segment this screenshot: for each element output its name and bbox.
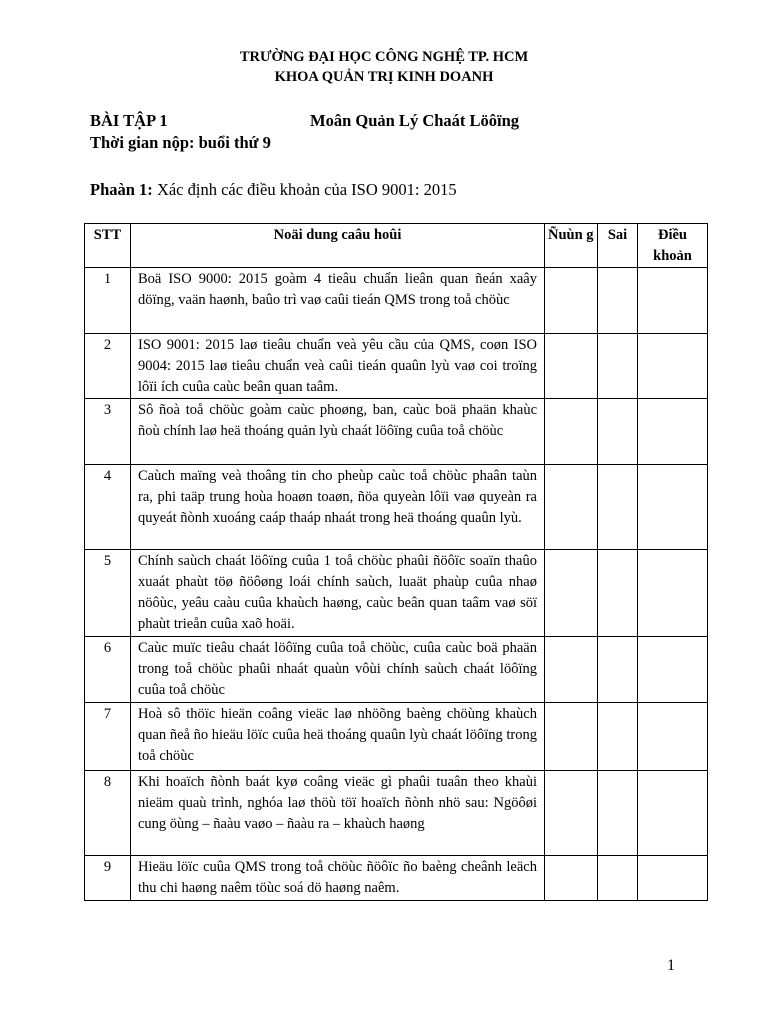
table-row: [85, 703, 708, 771]
part1-label: Phaàn 1:: [90, 180, 153, 199]
true-cell: [545, 550, 598, 637]
header-true: Ñuùn g: [545, 224, 598, 268]
true-cell: [545, 465, 598, 550]
true-cell: [545, 334, 598, 399]
table-row: [85, 856, 708, 901]
row-number: 1: [85, 268, 131, 334]
row-number: 8: [85, 771, 131, 856]
table-row: [85, 268, 708, 334]
row-number: 3: [85, 399, 131, 465]
table-row: [85, 399, 708, 465]
header-stt: STT: [85, 224, 131, 268]
question-text: Boä ISO 9000: 2015 goàm 4 tieâu chuẩn lieân quan ñeán xaây döïng, vaän haønh, baûo trì vaø caûi tieán QMS trong toå chöùc: [131, 268, 545, 334]
false-cell: [598, 550, 638, 637]
row-number: 7: [85, 703, 131, 771]
question-text: Caùch maïng veà thoâng tin cho pheùp caùc toå chöùc phaân taùn ra, phi taäp trung hoùa hoaøn toaøn, ñöa quyeàn lôïi vaø quyeàn ra quyeát ñònh xuoáng caáp thaáp nhaát trong heä thoáng quaûn lyù.: [131, 465, 545, 550]
clause-cell: [638, 465, 708, 550]
deadline: Thời gian nộp: buổi thứ 9: [90, 133, 271, 152]
clause-cell: [638, 637, 708, 703]
false-cell: [598, 465, 638, 550]
question-text: Hieäu löïc cuûa QMS trong toå chöùc ñöôïc ño baèng cheânh leäch thu chi haøng naêm töùc soá dö haøng naêm.: [131, 856, 545, 901]
table-row: [85, 771, 708, 856]
clause-cell: [638, 550, 708, 637]
table-row: [85, 637, 708, 703]
subject-title: Moân Quản Lý Chaát Löôïng: [310, 111, 520, 130]
clause-cell: [638, 856, 708, 901]
clause-cell: [638, 334, 708, 399]
questions-table: [84, 223, 708, 901]
question-text: Caùc muïc tieâu chaát löôïng cuûa toå chöùc, cuûa caùc boä phaän trong toå chöùc phaûi nhaát quaùn vôùi chính saùch chaát löôïng cuûa toå chöùc: [131, 637, 545, 703]
table-row: [85, 550, 708, 637]
false-cell: [598, 856, 638, 901]
false-cell: [598, 399, 638, 465]
false-cell: [598, 268, 638, 334]
question-text: Chính saùch chaát löôïng cuûa 1 toå chöùc phaûi ñöôïc soaïn thaûo xuaát phaùt töø ñöôøng loái chính saùch, luaät phaùp cuûa nhaø nöôùc, yeâu caàu cuûa khaùch haøng, caùc beân quan taâm vaø söï phaùt trieån cuûa xaõ hoäi.: [131, 550, 545, 637]
true-cell: [545, 399, 598, 465]
assignment-title: BÀI TẬP 1: [90, 111, 168, 130]
false-cell: [598, 703, 638, 771]
table-row: [85, 334, 708, 399]
row-number: 4: [85, 465, 131, 550]
question-text: Khi hoaïch ñònh baát kyø coâng vieäc gì phaûi tuaân theo khaùi nieäm quaù trình, nghóa laø thöù töï hoaïch ñònh nhö sau: Ngöôøi cung öùng – ñaàu vaøo – ñaàu ra – khaùch haøng: [131, 771, 545, 856]
false-cell: [598, 637, 638, 703]
row-number: 2: [85, 334, 131, 399]
page-number: 1: [667, 957, 675, 974]
faculty-name: KHOA QUẢN TRỊ KINH DOANH: [274, 69, 494, 85]
true-cell: [545, 771, 598, 856]
row-number: 6: [85, 637, 131, 703]
question-text: Hoà sô thöïc hieän coâng vieäc laø nhöõng baèng chöùng khaùch quan ñeå ño hieäu löïc cuûa heä thoáng quaûn lyù chaát löôïng trong toå chöùc: [131, 703, 545, 771]
row-number: 9: [85, 856, 131, 901]
question-text: ISO 9001: 2015 laø tieâu chuẩn veà yêu cầu của QMS, coøn ISO 9004: 2015 laø tieâu chuẩn veà caûi tieán quaûn lyù vaø coi troïng lôïi ích cuûa caùc beân quan taâm.: [131, 334, 545, 399]
table-row: [85, 465, 708, 550]
false-cell: [598, 771, 638, 856]
clause-cell: [638, 703, 708, 771]
clause-cell: [638, 399, 708, 465]
true-cell: [545, 637, 598, 703]
clause-cell: [638, 771, 708, 856]
university-name: TRƯỜNG ĐẠI HỌC CÔNG NGHỆ TP. HCM: [239, 49, 529, 65]
clause-cell: [638, 268, 708, 334]
false-cell: [598, 334, 638, 399]
header-content: Noäi dung caâu hoûi: [131, 224, 545, 268]
header-false: Sai: [598, 224, 638, 268]
table-header-row: [85, 224, 708, 268]
document-header: [0, 47, 768, 87]
part1-heading: [90, 180, 457, 200]
true-cell: [545, 268, 598, 334]
true-cell: [545, 856, 598, 901]
header-clause: Điều khoản: [638, 224, 708, 268]
row-number: 5: [85, 550, 131, 637]
part1-text: Xác định các điều khoản của ISO 9001: 2015: [156, 180, 457, 199]
true-cell: [545, 703, 598, 771]
question-text: Sô ñoà toå chöùc goàm caùc phoøng, ban, caùc boä phaän khaùc ñoù chính laø heä thoáng quản lyù chaát löôïng cuûa toå chöùc: [131, 399, 545, 465]
